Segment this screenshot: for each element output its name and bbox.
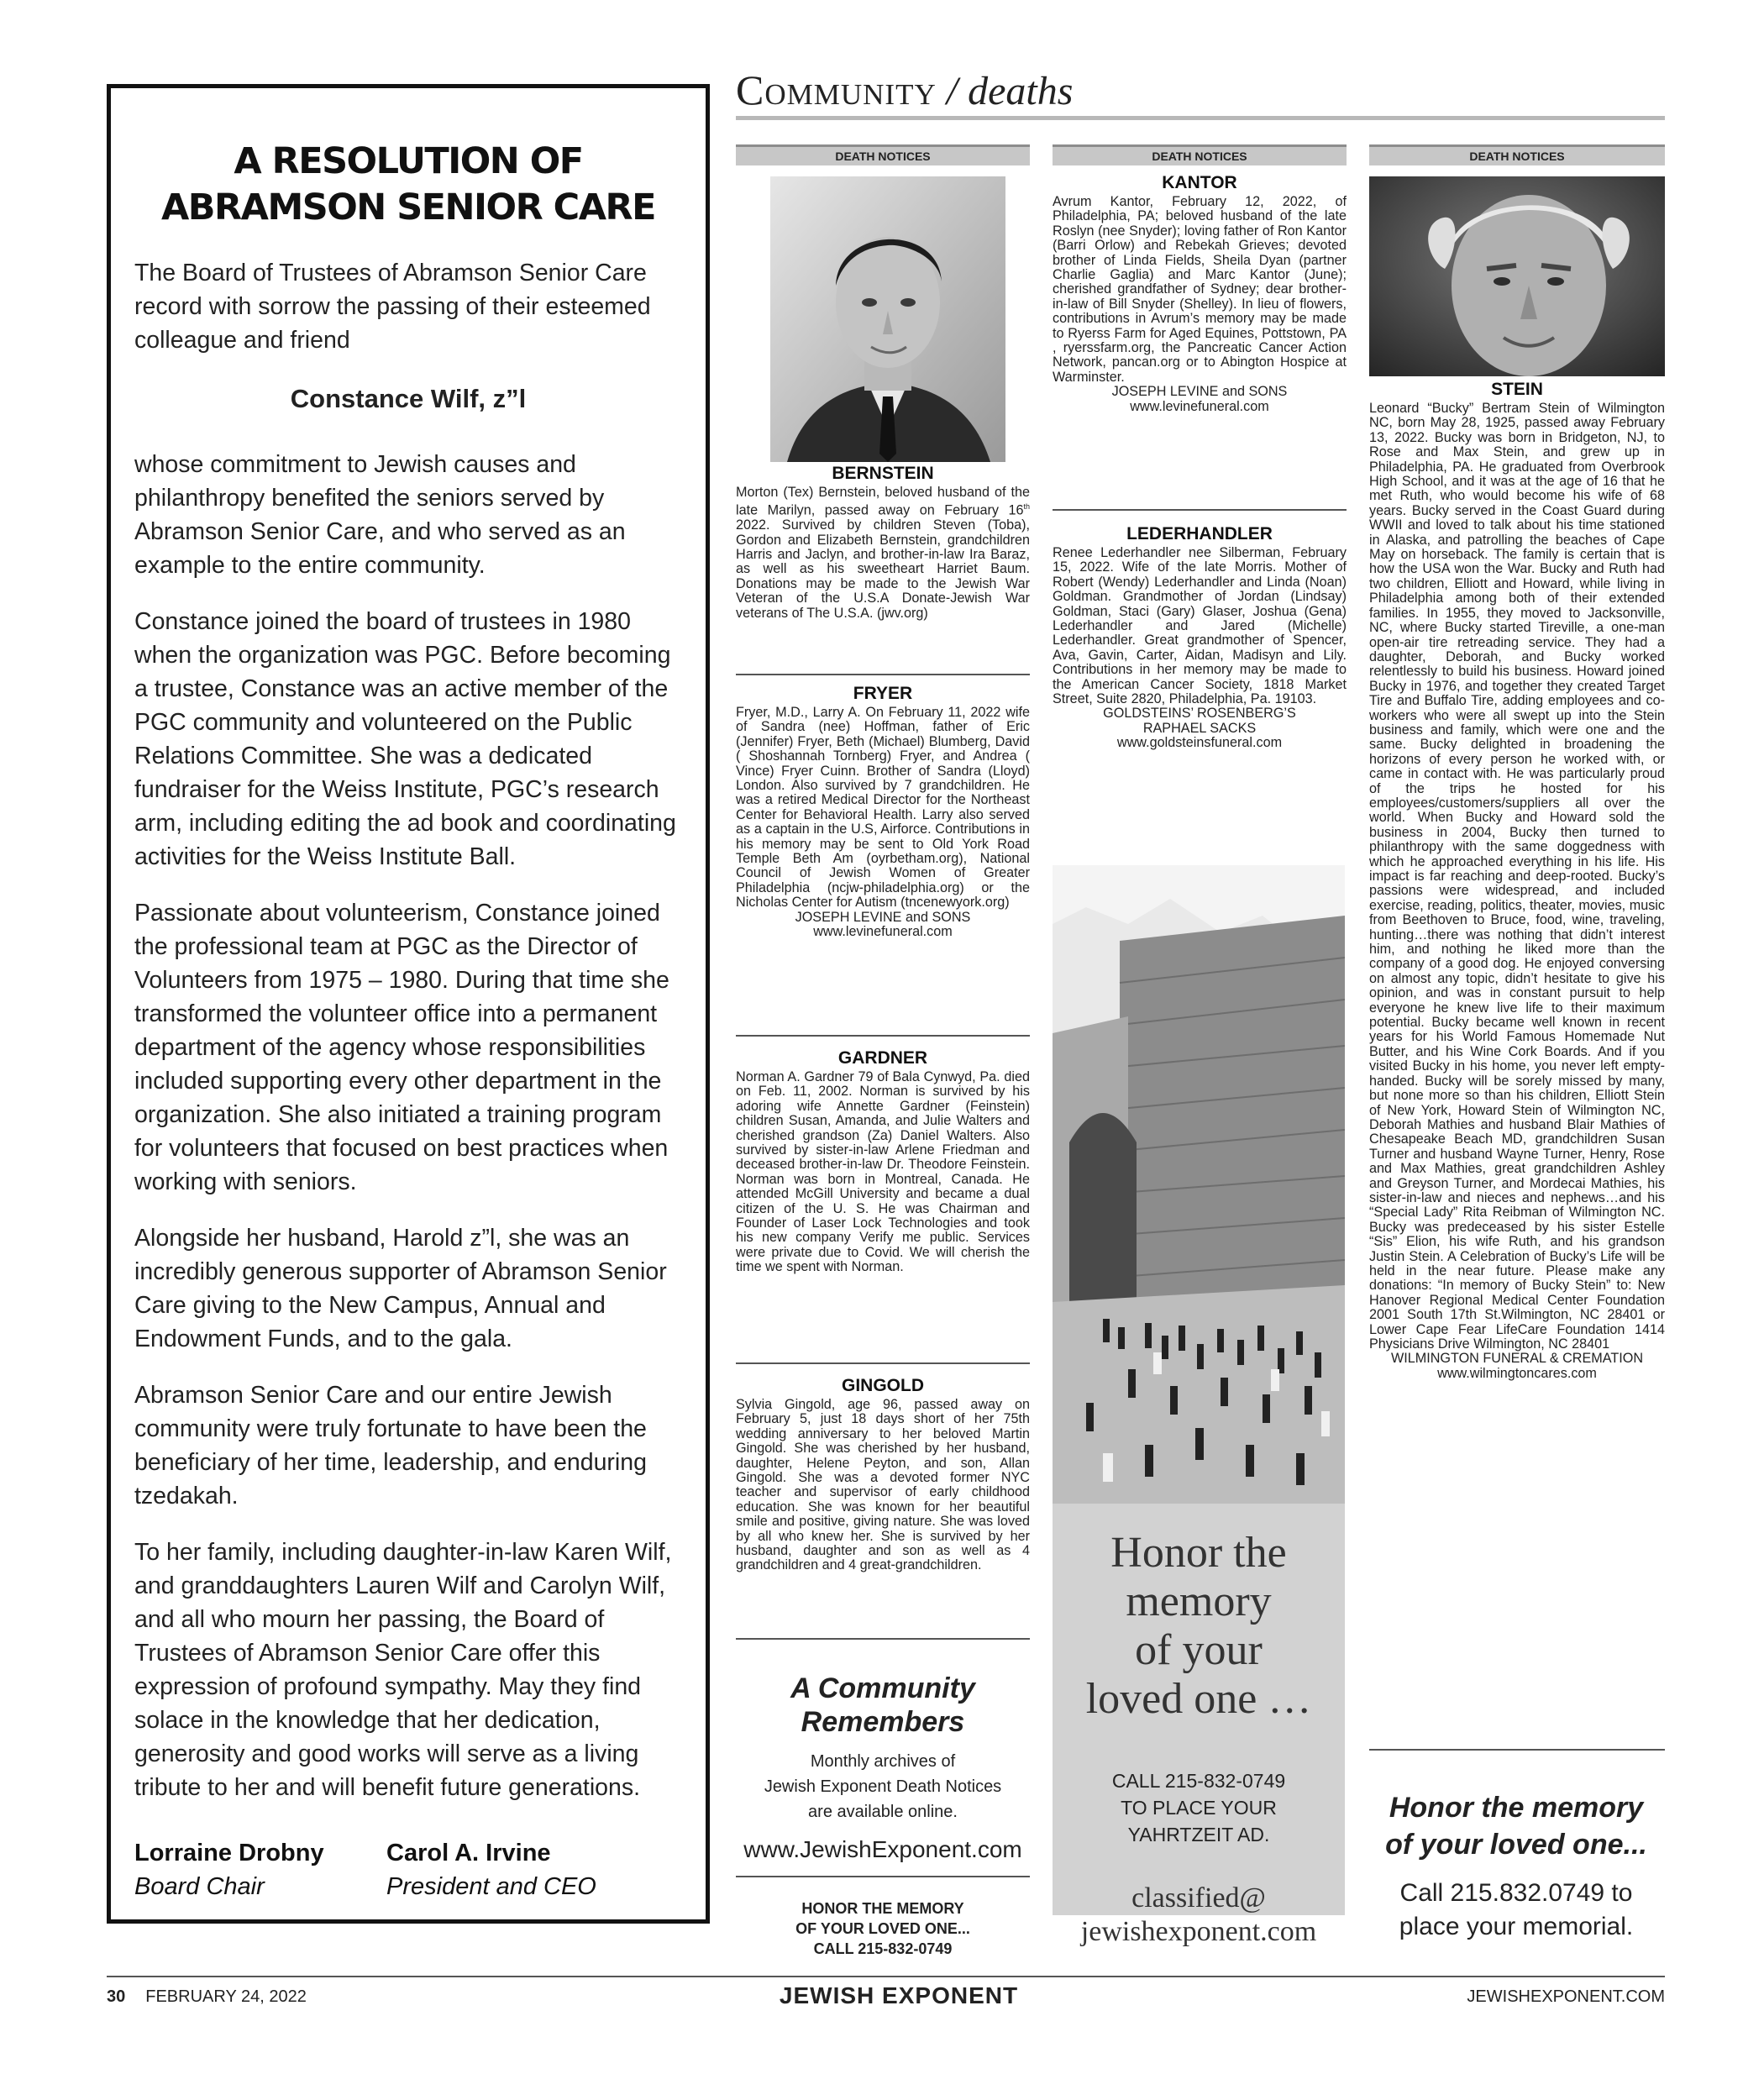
notice-text: Norman A. Gardner 79 of Bala Cynwyd, Pa. died on Feb. 11, 2002. Norman is survived by his adoring wife Annette Gardner (Feinstein) children Susan, Amanda, and Julie Walters and cherished grandson (Za) Daniel Walters. Also survived by sister-in-law Arlene Friedman and deceased brother-in-law Dr. Theodore Feinstein. Norman was born in Montreal, Canada. He attended McGill University and became a dual citizen of the U. S. He was Chairman and Founder of Laser Lock Technologies and took his new company Verify me public. Services were private due to Covid. We will cherish the time we spent with Norman. [736, 1069, 1030, 1275]
honor-ad-title-line: of your loved one... [1385, 1829, 1647, 1861]
community-remembers [736, 1672, 1030, 1866]
signer-role: Board Chair [134, 1873, 265, 1900]
funeral-home-url[interactable]: www.goldsteinsfuneral.com [1116, 735, 1283, 751]
portrait-image [1369, 176, 1665, 376]
notice-stein [1369, 380, 1665, 1381]
resolution-paragraph: Constance joined the board of trustees in 1980 when the organization was PGC. Before becoming a trustee, Constance was an active member of the PGC community and volunteered on the Public Relations Committee. She was a dedicated fundraiser for the Weiss Institute, PGC’s research arm, including editing the ad book and coordinating activities for the Weiss Institute Ball. [134, 608, 676, 870]
resolution-title [134, 139, 682, 231]
honor-memory-ad [1369, 1789, 1663, 1944]
funeral-home: JOSEPH LEVINE and SONS [1111, 384, 1288, 400]
notice-name: FRYER [853, 684, 913, 703]
notice-text: 2022. Survived by children Steven (Toba), Gordon and Elizabeth Bernstein, grandchildren Harris and Jaclyn, and brother-in-law Ira Baraz, as well as his sweetheart Harriet Baum. Donations may be made to the Jewish War Veteran of the U.S.A Donate-Jewish War veterans of The U.S.A. (jwv.org) [736, 517, 1030, 621]
honor-box-email-line: jewishexponent.com [1080, 1916, 1317, 1947]
remembers-subtitle [736, 1749, 1030, 1824]
signer-name: Lorraine Drobny [134, 1840, 324, 1866]
publication-website[interactable]: JEWISHEXPONENT.COM [1467, 1987, 1665, 2006]
honor-ad-call-line: Call 215.832.0749 to [1399, 1879, 1633, 1907]
remembers-url[interactable]: www.JewishExponent.com [743, 1836, 1022, 1862]
notice-text: Fryer, M.D., Larry A. On February 11, 2022 wife of Sandra (nee) Hoffman, father of Eric (Jennifer) Fryer, Beth (Michael) Blumberg, David ( Shoshannah Tornberg) Fryer, and Andrea ( Vince) Fryer Cuinn. Brother of Sandra (Lloyd) London. Also survived by 7 grandchildren. He was a retired Medical Director for the Northeast Center for Behavioral Health. Larry also served as a captain in the U.S, Airforce. Contributions in his memory may be sent to Old York Road Temple Beth Am (oyrbetham.org), National Council of Jewish Women of Greater Philadelphia (ncjw-philadelphia.org) or the Nicholas Center for Autism (tncenewyork.org) [736, 705, 1030, 911]
notice-text: Morton (Tex) Bernstein, beloved husband of the late Marilyn, passed away on February 16 [736, 485, 1030, 518]
honor-ad-title [1369, 1789, 1663, 1863]
honor-small-line: OF YOUR LOVED ONE... [795, 1920, 970, 1937]
header-rule [736, 116, 1665, 120]
notice-divider [736, 674, 1030, 675]
resolution-title-line-1: A RESOLUTION OF [234, 140, 583, 182]
signer [386, 1836, 638, 1903]
notice-bernstein [736, 464, 1030, 621]
honor-box-call-line: YAHRTZEIT AD. [1127, 1824, 1270, 1845]
notice-kantor [1053, 173, 1347, 414]
honor-ad-call-line: place your memorial. [1399, 1913, 1634, 1940]
notice-fryer [736, 684, 1030, 940]
honor-box-call-line: CALL 215-832-0749 [1111, 1770, 1286, 1792]
notice-name: BERNSTEIN [832, 464, 934, 483]
honor-ad-title-line: Honor the memory [1389, 1792, 1644, 1824]
notice-divider [736, 1876, 1030, 1877]
honor-box-call [1053, 1767, 1345, 1848]
funeral-home: WILMINGTON FUNERAL & CREMATION [1390, 1351, 1644, 1367]
stein-portrait-photo [1369, 176, 1665, 376]
honor-box-email[interactable] [1053, 1882, 1345, 1949]
notice-name: STEIN [1491, 380, 1543, 399]
notice-name: GINGOLD [842, 1376, 924, 1395]
notice-divider [1369, 1749, 1665, 1751]
honor-box-line: Honor the [1110, 1529, 1287, 1577]
notice-gingold [736, 1376, 1030, 1573]
notice-name: LEDERHANDLER [1126, 524, 1273, 543]
notice-name: GARDNER [837, 1048, 928, 1068]
column-header: DEATH NOTICES [1053, 144, 1347, 165]
remembers-subtitle-line: are available online. [808, 1803, 958, 1821]
honor-box-call-line: TO PLACE YOUR [1121, 1797, 1277, 1819]
funeral-home: GOLDSTEINS’ ROSENBERG’S [1103, 706, 1296, 722]
resolution-paragraph: Abramson Senior Care and our entire Jewish community were truly fortunate to have been the beneficiary of her time, leadership, and enduring tzedakah. [134, 1382, 647, 1509]
resolution-paragraph: Passionate about volunteerism, Constance joined the professional team at PGC as the Director of Volunteers from 1975 – 1980. During that time she transformed the volunteer office into a permanent department of the agency whose responsibilities included supporting every other department in the organization. She also initiated a training program for volunteers that focused on best practices when working with seniors. [134, 900, 669, 1195]
notice-text: Avrum Kantor, February 12, 2022, of Philadelphia, PA; beloved husband of the late Roslyn (nee Snyder); loving father of Ron Kantor (Barri Orlow) and Rebekah Grieves; devoted brother of Linda Fields, Sheila Dyan (partner Charlie Gaglia) and Marc Kantor (June); cherished grandfather of Sydney; dear brother-in-law of Bill Snyder (Shelley). In lieu of flowers, contributions in Avrum’s memory may be made to Ryerss Farm for Aged Equines, Pottstown, PA , ryerssfarm.org, the Pancreatic Cancer Action Network, pancan.org or to Abington Hospice at Warminster. [1053, 194, 1347, 385]
publication-name: JEWISH EXPONENT [779, 1982, 1019, 2008]
resolution-paragraph: whose commitment to Jewish causes and philanthropy benefited the seniors served by Abramson Senior Care, and who served as an example to the entire community. [134, 451, 626, 579]
notice-name: KANTOR [1162, 173, 1237, 192]
notice-text: Renee Lederhandler nee Silberman, February 15, 2022. Wife of the late Morris. Mother of Robert (Wendy) Lederhandler and Linda (Noan) Goldman. Grandmother of Jordan (Lindsay) Goldman, Staci (Gary) Glaser, Joshua (Gena) Lederhandler and Jared (Michelle) Lederhandler. Great grandmother of Spencer, Ava, Gavin, Carter, Aidan, Madisyn and Lily. Contributions in her memory may be made to the American Cancer Society, 1818 Market Street, Suite 2820, Philadelphia, Pa. 19103. [1053, 545, 1347, 707]
notice-gardner [736, 1048, 1030, 1275]
notice-text: Leonard “Bucky” Bertram Stein of Wilmington NC, born May 28, 1925, passed away February 13, 2022. Bucky was born in Bridgeton, NJ, to Rose and Max Stein, and grew up in Philadelphia, PA. He graduated from Overbrook High School, and it was at the age of 16 that he met Ruth, who would become his wife of 68 years. Bucky served in the Coast Guard during WWII and loved to talk about his time stationed in Alaska, and patrolling the beaches of Cape May on horseback. The family is certain that is how the USA won the War. Bucky and Ruth had two children, Elliott and Howard, while living in Philadelphia among both of their extended families. In 1955, they moved to Jacksonville, NC, where Bucky started Tireville, a one-man open-air tire retreading service. They had a daughter, Deborah, and Bucky worked relentlessly to build his business. Howard joined Bucky in 1976, and together they created Target Tire and Buffalo Tire, adding employees and co-workers who were all swept up into the Stein business and family, which were one and the same. Bucky delighted in broadening the horizons of every person he worked with, or came in contact with. He was particularly proud of the trips he hosted for his employees/customers/suppliers all over the world. When Bucky and Howard sold the business in 2004, Bucky then turned to philanthropy with the same doggedness with which he approached everything in his life. His impact is far reaching and deep-rooted. Bucky’s passions were widespread, and included exercise, reading, politics, theater, movies, music from Beethoven to Bruce, food, wine, traveling, hunting…there was nothing that didn’t interest him, and nothing he liked more than the company of a good dog. He enjoyed conversing on almost any topic, didn’t hesitate to give his opinion, and was in constant pursuit to help everyone he knew live life to their maximum potential. Bucky became well known in recent years for his World Famous Homemade Nut Butter, and his Wine Cork Boards. And if you visited Bucky in his home, you never left empty-handed. Bucky will be sorely missed by many, but none more so than his children, Elliott Stein of New York, Howard Stein of Wilmington NC, Deborah Mathies and husband Blair Mathies of Chesapeake Beach MD, grandchildren Susan Turner and husband Wayne Turner, Henry, Rose and Max Mathies, great grandchildren Ashley and Greyson Turner, and Mordecai Mathies, his sister-in-law and nieces and nephews…and his “Special Lady” Rita Reibman of Wilmington NC. Bucky was predeceased by his sister Estelle “Sis” Elion, his wife Ruth, and his grandson Justin Stein. A Celebration of Bucky’s Life will be held in the near future. Please make any donations: “In memory of Bucky Stein” to: New Hanover Regional Medical Center Foundation 2001 South 17th St.Wilmington, NC 28401 or Lower Cape Fear LifeCare Foundation 1414 Physicians Drive Wilmington, NC 28401 [1369, 401, 1665, 1352]
notice-divider [1053, 509, 1347, 511]
western-wall-photo [1053, 865, 1345, 1504]
honor-box-line: of your [1135, 1626, 1263, 1674]
resolution-paragraph: Alongside her husband, Harold z”l, she was an incredibly generous supporter of Abramson Senior Care giving to the New Campus, Annual and Endowment Funds, and to the gala. [134, 1225, 667, 1352]
honor-box-email-line: classified@ [1131, 1882, 1266, 1914]
honor-small-line: CALL 215-832-0749 [813, 1940, 953, 1957]
bernstein-portrait-photo [770, 176, 1005, 462]
notice-text: Sylvia Gingold, age 96, passed away on February 5, just 18 days short of her 75th wedding anniversary to her beloved Martin Gingold. She was cherished by her husband, daughter, Helene Peyton, and son, Allan Gingold. She was a devoted former NYC teacher and supervisor of early childhood education. She was known for her beautiful smile and positive, giving nature. She was loved by all who knew her. She is survived by her husband, daughter and son as well as 4 grandchildren and 4 great-grandchildren. [736, 1397, 1030, 1573]
notice-divider [736, 1362, 1030, 1364]
resolution-title-line-2: ABRAMSON SENIOR CARE [161, 186, 655, 228]
funeral-home-url[interactable]: www.levinefuneral.com [1130, 398, 1269, 414]
honoree-name: Constance Wilf, z”l [290, 384, 527, 413]
honor-box-headline [1053, 1529, 1345, 1724]
honor-ad-call [1369, 1877, 1663, 1944]
signer-role: President and CEO [386, 1873, 596, 1900]
page-number: 30 [107, 1987, 126, 2006]
notice-divider [736, 1035, 1030, 1037]
notice-lederhandler [1053, 524, 1347, 751]
resolution-paragraph: To her family, including daughter-in-law Karen Wilf, and granddaughters Lauren Wilf and Carolyn Wilf, and all who mourn her passing, the Board of Trustees of Abramson Senior Care offer this expression of profound sympathy. May they find solace in the knowledge that her dedication, generosity and good works will serve as a living tribute to her and will benefit future generations. [134, 1539, 672, 1801]
issue-date: FEBRUARY 24, 2022 [145, 1987, 307, 2006]
section-name: Community [736, 66, 937, 113]
yahrtzeit-ad-box [1053, 1504, 1345, 1947]
footer-page-info [107, 1987, 307, 2007]
remembers-title-line: A Community [790, 1672, 975, 1704]
section-header [736, 66, 1073, 114]
footer-rule [107, 1976, 1665, 1977]
remembers-title-line: Remembers [801, 1706, 965, 1738]
signer-name: Carol A. Irvine [386, 1840, 551, 1866]
funeral-home-url[interactable]: www.wilmingtoncares.com [1437, 1365, 1597, 1381]
resolution-intro: The Board of Trustees of Abramson Senior Care record with sorrow the passing of their esteemed colleague and friend [134, 260, 651, 354]
portrait-image [770, 176, 1005, 462]
funeral-home: JOSEPH LEVINE and SONS [795, 909, 971, 925]
remembers-subtitle-line: Monthly archives of [810, 1752, 956, 1771]
honor-box-line: loved one … [1085, 1675, 1312, 1723]
resolution-box [107, 84, 710, 1924]
notice-divider [736, 1638, 1030, 1640]
column-header: DEATH NOTICES [736, 144, 1030, 165]
funeral-home: RAPHAEL SACKS [1142, 720, 1257, 736]
honor-box-line: memory [1126, 1578, 1272, 1625]
remembers-subtitle-line: Jewish Exponent Death Notices [764, 1777, 1002, 1796]
honor-memory-small-ad [736, 1898, 1030, 1959]
funeral-home-url[interactable]: www.levinefuneral.com [813, 924, 953, 940]
column-header: DEATH NOTICES [1369, 144, 1665, 165]
remembers-title [736, 1672, 1030, 1739]
notice-superscript: th [1023, 502, 1030, 512]
western-wall-image [1053, 865, 1345, 1504]
signer [134, 1836, 386, 1903]
section-subname: / deaths [936, 69, 1074, 113]
honor-small-line: HONOR THE MEMORY [801, 1900, 964, 1917]
signatures [134, 1836, 682, 1903]
